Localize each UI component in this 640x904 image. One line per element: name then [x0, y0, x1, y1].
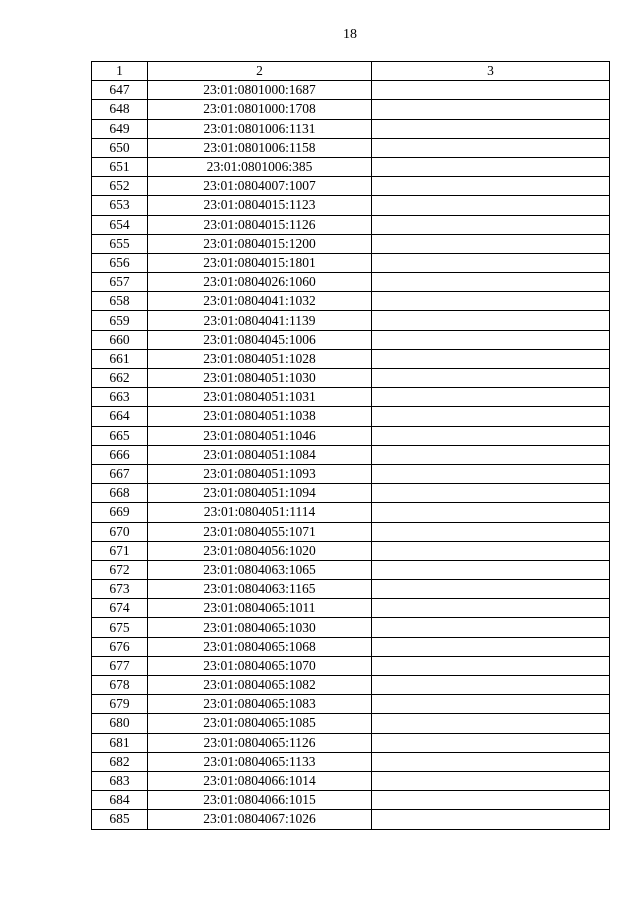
table-row [92, 196, 610, 215]
notes-cell [372, 273, 610, 292]
cadastral-number-cell: 23:01:0804065:1011 [148, 599, 372, 618]
notes-cell [372, 771, 610, 790]
table-row [92, 407, 610, 426]
column-header-cadastral-number: 2 [148, 62, 372, 81]
cadastral-number-cell: 23:01:0804055:1071 [148, 522, 372, 541]
notes-cell [372, 253, 610, 272]
row-number-cell: 669 [92, 503, 148, 522]
notes-cell [372, 157, 610, 176]
cadastral-number-cell: 23:01:0804015:1126 [148, 215, 372, 234]
row-number-cell: 680 [92, 714, 148, 733]
row-number-cell: 651 [92, 157, 148, 176]
row-number-cell: 647 [92, 81, 148, 100]
cadastral-number-cell: 23:01:0804051:1030 [148, 369, 372, 388]
table-row [92, 522, 610, 541]
notes-cell [372, 637, 610, 656]
cadastral-number-cell: 23:01:0804015:1200 [148, 234, 372, 253]
notes-cell [372, 599, 610, 618]
table-row [92, 311, 610, 330]
notes-cell [372, 100, 610, 119]
table-row [92, 81, 610, 100]
table-row [92, 330, 610, 349]
table-row [92, 484, 610, 503]
cadastral-number-cell: 23:01:0804007:1007 [148, 177, 372, 196]
table-row [92, 676, 610, 695]
column-header-number: 1 [92, 62, 148, 81]
cadastral-number-cell: 23:01:0804051:1028 [148, 349, 372, 368]
row-number-cell: 667 [92, 464, 148, 483]
notes-cell [372, 292, 610, 311]
notes-cell [372, 752, 610, 771]
cadastral-number-cell: 23:01:0804065:1030 [148, 618, 372, 637]
notes-cell [372, 388, 610, 407]
row-number-cell: 652 [92, 177, 148, 196]
notes-cell [372, 560, 610, 579]
row-number-cell: 675 [92, 618, 148, 637]
cadastral-number-cell: 23:01:0804051:1031 [148, 388, 372, 407]
row-number-cell: 656 [92, 253, 148, 272]
cadastral-number-cell: 23:01:0804041:1139 [148, 311, 372, 330]
cadastral-number-cell: 23:01:0804063:1165 [148, 580, 372, 599]
row-number-cell: 676 [92, 637, 148, 656]
notes-cell [372, 464, 610, 483]
row-number-cell: 666 [92, 445, 148, 464]
table-row [92, 695, 610, 714]
cadastral-number-cell: 23:01:0804015:1801 [148, 253, 372, 272]
notes-cell [372, 522, 610, 541]
notes-cell [372, 196, 610, 215]
table-row [92, 119, 610, 138]
cadastral-number-cell: 23:01:0804051:1094 [148, 484, 372, 503]
cadastral-number-cell: 23:01:0804065:1126 [148, 733, 372, 752]
table-row [92, 637, 610, 656]
table-row [92, 292, 610, 311]
cadastral-number-cell: 23:01:0804051:1114 [148, 503, 372, 522]
notes-cell [372, 580, 610, 599]
cadastral-number-cell: 23:01:0804051:1084 [148, 445, 372, 464]
row-number-cell: 657 [92, 273, 148, 292]
row-number-cell: 654 [92, 215, 148, 234]
table-row [92, 560, 610, 579]
row-number-cell: 681 [92, 733, 148, 752]
cadastral-number-cell: 23:01:0804065:1070 [148, 656, 372, 675]
cadastral-number-cell: 23:01:0804065:1068 [148, 637, 372, 656]
notes-cell [372, 676, 610, 695]
row-number-cell: 673 [92, 580, 148, 599]
notes-cell [372, 656, 610, 675]
table-row [92, 157, 610, 176]
notes-cell [372, 618, 610, 637]
table-row [92, 580, 610, 599]
cadastral-number-cell: 23:01:0804051:1093 [148, 464, 372, 483]
row-number-cell: 664 [92, 407, 148, 426]
cadastral-number-cell: 23:01:0801000:1687 [148, 81, 372, 100]
row-number-cell: 684 [92, 791, 148, 810]
table-row [92, 618, 610, 637]
notes-cell [372, 503, 610, 522]
cadastral-number-cell: 23:01:0804015:1123 [148, 196, 372, 215]
notes-cell [372, 445, 610, 464]
cadastral-number-cell: 23:01:0801000:1708 [148, 100, 372, 119]
notes-cell [372, 791, 610, 810]
row-number-cell: 660 [92, 330, 148, 349]
row-number-cell: 678 [92, 676, 148, 695]
cadastral-number-cell: 23:01:0801006:1158 [148, 138, 372, 157]
row-number-cell: 665 [92, 426, 148, 445]
table-row [92, 771, 610, 790]
row-number-cell: 685 [92, 810, 148, 829]
row-number-cell: 655 [92, 234, 148, 253]
row-number-cell: 663 [92, 388, 148, 407]
cadastral-number-cell: 23:01:0801006:1131 [148, 119, 372, 138]
cadastral-number-cell: 23:01:0804065:1083 [148, 695, 372, 714]
notes-cell [372, 215, 610, 234]
table-row [92, 503, 610, 522]
notes-cell [372, 714, 610, 733]
table-row [92, 541, 610, 560]
notes-cell [372, 81, 610, 100]
cadastral-number-cell: 23:01:0804051:1046 [148, 426, 372, 445]
row-number-cell: 677 [92, 656, 148, 675]
notes-cell [372, 119, 610, 138]
cadastral-number-cell: 23:01:0801006:385 [148, 157, 372, 176]
notes-cell [372, 426, 610, 445]
row-number-cell: 671 [92, 541, 148, 560]
row-number-cell: 658 [92, 292, 148, 311]
table-row [92, 599, 610, 618]
row-number-cell: 668 [92, 484, 148, 503]
cadastral-number-cell: 23:01:0804051:1038 [148, 407, 372, 426]
table-row [92, 138, 610, 157]
notes-cell [372, 541, 610, 560]
table-row [92, 369, 610, 388]
cadastral-number-cell: 23:01:0804065:1085 [148, 714, 372, 733]
table-row [92, 791, 610, 810]
table-row [92, 388, 610, 407]
notes-cell [372, 407, 610, 426]
cadastral-number-cell: 23:01:0804045:1006 [148, 330, 372, 349]
column-header-notes: 3 [372, 62, 610, 81]
notes-cell [372, 810, 610, 829]
table-header-row [92, 62, 610, 81]
row-number-cell: 650 [92, 138, 148, 157]
notes-cell [372, 369, 610, 388]
cadastral-number-cell: 23:01:0804065:1133 [148, 752, 372, 771]
table-row [92, 273, 610, 292]
notes-cell [372, 733, 610, 752]
table-row [92, 177, 610, 196]
cadastral-number-cell: 23:01:0804056:1020 [148, 541, 372, 560]
row-number-cell: 648 [92, 100, 148, 119]
notes-cell [372, 177, 610, 196]
cadastral-number-cell: 23:01:0804063:1065 [148, 560, 372, 579]
cadastral-number-cell: 23:01:0804041:1032 [148, 292, 372, 311]
table-row [92, 234, 610, 253]
table-row [92, 253, 610, 272]
notes-cell [372, 330, 610, 349]
cadastral-table [91, 61, 610, 830]
table-row [92, 100, 610, 119]
row-number-cell: 649 [92, 119, 148, 138]
row-number-cell: 659 [92, 311, 148, 330]
table-row [92, 733, 610, 752]
table-row [92, 349, 610, 368]
notes-cell [372, 234, 610, 253]
cadastral-number-cell: 23:01:0804066:1014 [148, 771, 372, 790]
cadastral-number-cell: 23:01:0804026:1060 [148, 273, 372, 292]
table-row [92, 215, 610, 234]
table-row [92, 464, 610, 483]
table-body [92, 81, 610, 829]
notes-cell [372, 349, 610, 368]
notes-cell [372, 484, 610, 503]
notes-cell [372, 695, 610, 714]
cadastral-number-cell: 23:01:0804067:1026 [148, 810, 372, 829]
row-number-cell: 674 [92, 599, 148, 618]
notes-cell [372, 138, 610, 157]
notes-cell [372, 311, 610, 330]
table-row [92, 656, 610, 675]
table-row [92, 426, 610, 445]
table-row [92, 752, 610, 771]
row-number-cell: 653 [92, 196, 148, 215]
row-number-cell: 683 [92, 771, 148, 790]
row-number-cell: 679 [92, 695, 148, 714]
row-number-cell: 670 [92, 522, 148, 541]
row-number-cell: 662 [92, 369, 148, 388]
row-number-cell: 661 [92, 349, 148, 368]
table-row [92, 810, 610, 829]
page-number: 18 [343, 27, 357, 42]
row-number-cell: 672 [92, 560, 148, 579]
row-number-cell: 682 [92, 752, 148, 771]
table-row [92, 714, 610, 733]
cadastral-number-cell: 23:01:0804066:1015 [148, 791, 372, 810]
cadastral-number-cell: 23:01:0804065:1082 [148, 676, 372, 695]
table-row [92, 445, 610, 464]
